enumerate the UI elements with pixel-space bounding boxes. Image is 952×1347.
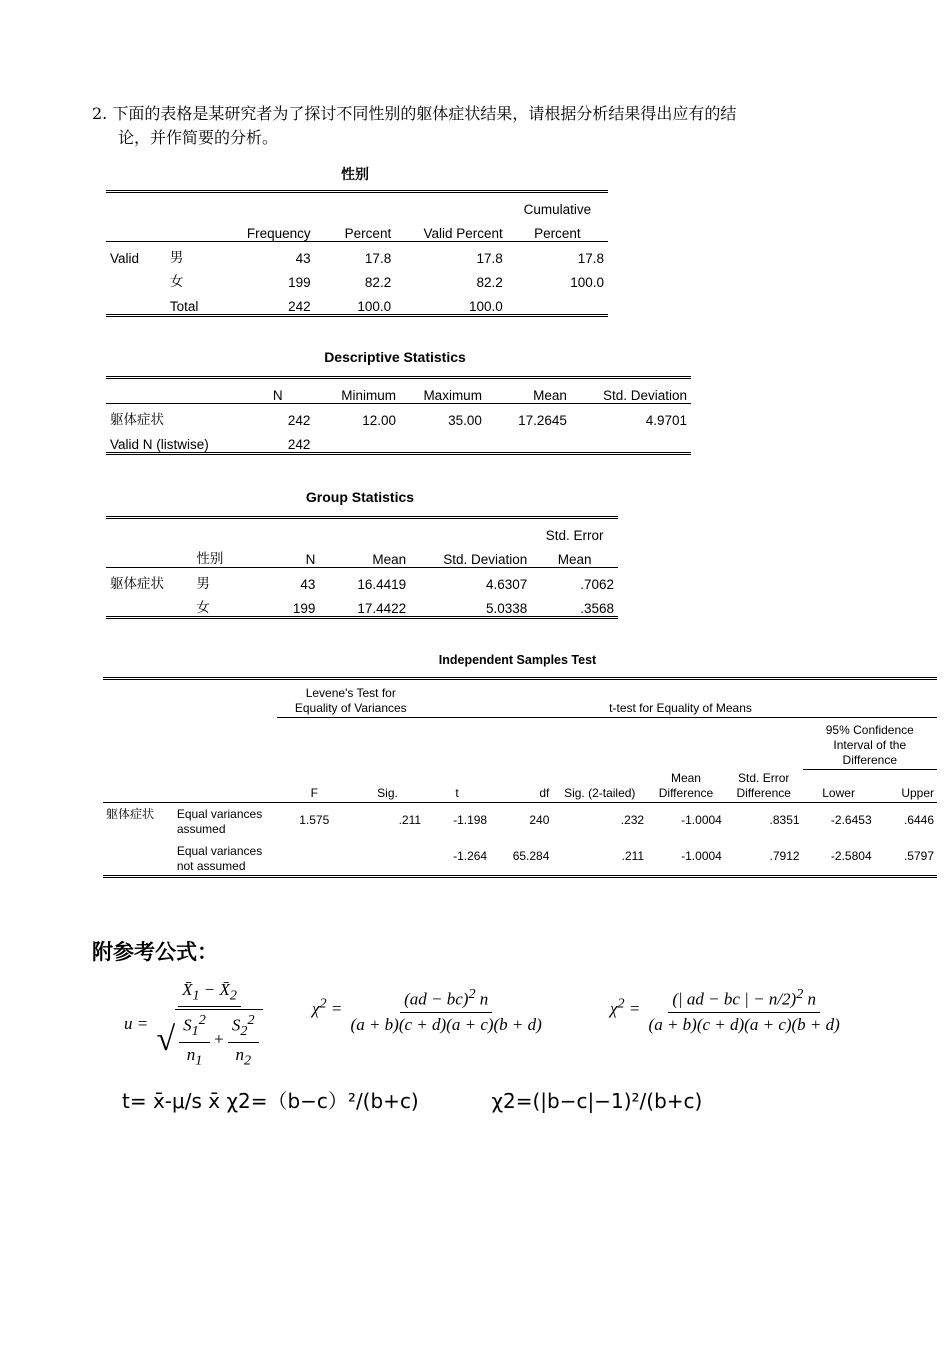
row-label: 女: [169, 274, 184, 289]
question-text: [92, 102, 892, 150]
cell: -1.198: [453, 812, 488, 827]
row-sublabel: [174, 838, 278, 877]
cell: [507, 290, 608, 316]
cell: 35.00: [448, 413, 482, 428]
group-label: 男: [196, 576, 210, 591]
cell: 17.8: [476, 251, 503, 266]
cell: 4.9701: [645, 413, 687, 428]
cell: -1.0004: [681, 812, 722, 827]
cell: 199: [288, 275, 311, 290]
row-sublabel-line: assumed: [176, 821, 226, 836]
group-stats-table: [106, 516, 618, 619]
cell: 82.2: [364, 275, 392, 290]
cell: 17.2645: [518, 413, 567, 428]
cell: 242: [287, 413, 311, 428]
cell: 100.0: [395, 290, 507, 316]
col-header-line: Difference: [736, 785, 791, 800]
row-sublabel-line: not assumed: [176, 858, 246, 873]
cell: 242: [234, 290, 315, 316]
cell: .6446: [903, 812, 934, 827]
row-label: 躯体症状: [106, 806, 155, 821]
table-row: [106, 592, 618, 618]
cell: 240: [529, 812, 550, 827]
col-header: Std. Deviation: [410, 543, 531, 568]
table-row: [106, 266, 608, 290]
question-line-1: 2. 下面的表格是某研究者为了探讨不同性别的躯体症状结果，请根据分析结果得出应有的结: [92, 104, 737, 123]
col-header: Mean: [319, 543, 410, 568]
col-header: Std. Deviation: [571, 378, 691, 404]
col-header: df: [490, 770, 552, 803]
chi-square-corrected-formula: $\chi^2$ = $\frac{(| ad - bc | - n/2)^2 n}{(a + b)(c + d)(a + c)(b + d)}$: [610, 986, 840, 1034]
col-header: Lower: [803, 770, 875, 803]
cell: 100.0: [315, 290, 396, 316]
row-label: 躯体症状: [110, 412, 164, 427]
group-table-title: Group Statistics: [305, 489, 415, 505]
col-header: Valid Percent: [395, 217, 507, 242]
bottom-formulas: [122, 1085, 702, 1114]
row-label: 男: [169, 250, 184, 265]
cell: .211: [398, 812, 422, 827]
cell: 43: [300, 577, 316, 592]
group-label: 女: [192, 592, 258, 618]
cell: -2.6453: [830, 812, 872, 827]
table-header-row: [103, 718, 937, 770]
table-row: [106, 404, 691, 429]
reference-title: 附参考公式：: [92, 940, 218, 964]
cell: .7062: [580, 577, 614, 592]
col-header: Mean: [486, 378, 571, 404]
cell: [351, 838, 424, 877]
question-line-2: 论，并作简要的分析。: [118, 128, 279, 147]
col-header: Minimum: [314, 378, 400, 404]
ci-header-line2: Interval of the: [833, 738, 907, 752]
table-row: [106, 428, 691, 454]
independent-samples-table: [103, 677, 937, 878]
cell: .211: [552, 838, 647, 877]
cell: 17.8: [577, 251, 604, 266]
col-header: [725, 770, 803, 803]
cell: 12.00: [362, 413, 397, 428]
table-header-row: [106, 217, 608, 242]
col-header-line: Mean: [670, 770, 701, 785]
row-sublabel: [174, 802, 278, 838]
ttest-header: t-test for Equality of Means: [424, 679, 937, 718]
col-header: Maximum: [400, 378, 486, 404]
cell: 17.4422: [319, 592, 410, 618]
cell: 16.4419: [357, 577, 407, 592]
levene-header: [277, 679, 424, 718]
table-header-row: [106, 543, 618, 568]
col-header-line: Std. Error: [738, 770, 790, 785]
cell: 199: [258, 592, 319, 618]
cell: 4.6307: [486, 577, 528, 592]
cell: .232: [620, 812, 645, 827]
ci-header: [803, 718, 937, 770]
col-header: N: [258, 543, 319, 568]
cell: .3568: [531, 592, 618, 618]
row-sublabel-line: Equal variances: [176, 806, 263, 821]
table-header-row: [106, 378, 691, 404]
col-header: Upper: [875, 770, 937, 803]
col-header: F: [277, 770, 351, 803]
ci-header-line1: 95% Confidence: [825, 723, 914, 737]
row-label: Total: [166, 290, 234, 316]
col-header: Percent: [315, 217, 396, 242]
cell: 1.575: [299, 812, 330, 827]
table-row: [103, 838, 937, 877]
cell: .5797: [875, 838, 937, 877]
col-header: Sig. (2-tailed): [552, 770, 647, 803]
cell: 242: [241, 428, 314, 454]
cell: 100.0: [570, 275, 604, 290]
t-and-mcnemar-formula: t= x̄-μ/s x̄ χ2=（b−c）²/(b+c): [122, 1089, 419, 1113]
u-test-formula: u = $X̄_1$ − $X̄_2$ √ $\frac{S_1^2}{n_1}$ + $\frac{S_2^2}{n_2}$: [124, 980, 267, 1070]
chi-square-formula: $\chi^2$ = $\frac{(ad - bc)^2 n}{(a + b)(c + d)(a + c)(b + d)}$: [312, 986, 542, 1034]
cell: -2.5804: [803, 838, 875, 877]
row-label: 躯体症状: [110, 576, 164, 591]
table-row: [106, 568, 618, 593]
col-header: Percent: [507, 217, 608, 242]
col-header: Std. Error: [531, 518, 618, 544]
cell: -1.264: [424, 838, 490, 877]
desc-table-title: Descriptive Statistics: [324, 349, 466, 365]
col-header: Cumulative: [507, 192, 608, 218]
freq-table-title: 性别: [341, 166, 369, 182]
col-header: t: [424, 770, 490, 803]
ci-header-line3: Difference: [842, 753, 898, 767]
col-header: Sig.: [351, 770, 424, 803]
levene-header-line1: Levene's Test for: [305, 686, 396, 700]
row-label: Valid N (listwise): [106, 428, 241, 454]
cell: 17.8: [364, 251, 392, 266]
cell: -1.0004: [647, 838, 725, 877]
table-header-row: [103, 770, 937, 803]
row-sublabel-line: Equal variances: [176, 843, 263, 858]
col-header: Mean: [531, 543, 618, 568]
col-header: N: [241, 378, 314, 404]
col-header: 性别: [192, 543, 258, 568]
cell: 82.2: [476, 275, 503, 290]
descriptive-table: [106, 376, 691, 455]
table-row: [106, 242, 608, 267]
table-row: [106, 290, 608, 316]
col-header: [647, 770, 725, 803]
table-header-row: [106, 518, 618, 544]
cell: 65.284: [490, 838, 552, 877]
table-header-row: [106, 192, 608, 218]
table-header-row: [103, 679, 937, 718]
table-row: [103, 802, 937, 838]
frequency-table: [106, 190, 608, 317]
col-header: Frequency: [234, 217, 315, 242]
mcnemar-corrected-formula: χ2=(|b−c|−1)²/(b+c): [491, 1089, 703, 1113]
levene-header-line2: Equality of Variances: [294, 701, 407, 715]
cell: 5.0338: [410, 592, 531, 618]
col-header-line: Difference: [658, 785, 714, 800]
ist-table-title: Independent Samples Test: [438, 653, 597, 667]
cell: 43: [295, 251, 311, 266]
valid-label: Valid: [110, 251, 140, 266]
cell: .7912: [725, 838, 803, 877]
cell: .8351: [769, 812, 800, 827]
cell: [277, 838, 351, 877]
